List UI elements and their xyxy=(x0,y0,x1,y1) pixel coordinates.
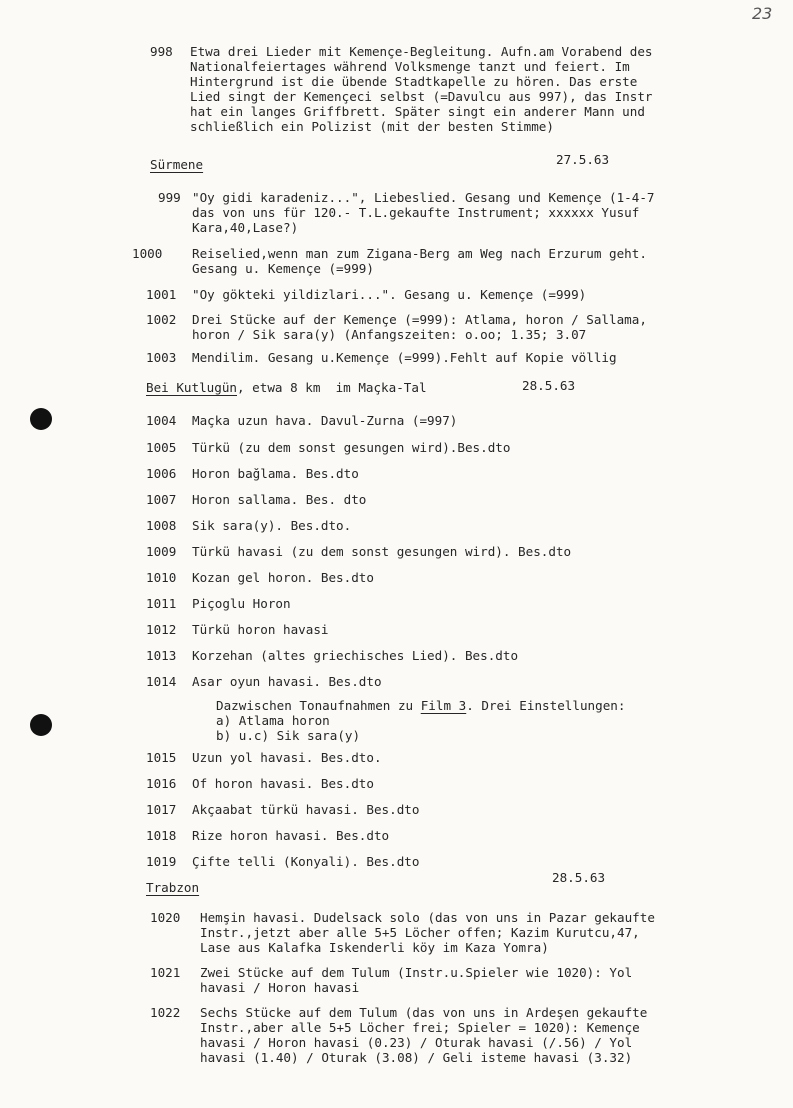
entry-text: Kozan gel horon. Bes.dto xyxy=(192,570,374,585)
film-reference: Film 3 xyxy=(420,698,467,713)
entry-text: Gesang u. Kemençe (=999) xyxy=(192,261,374,276)
entry-number: 1003 xyxy=(146,350,177,365)
entry-text: "Oy gökteki yildizlari...". Gesang u. Kemençe (=999) xyxy=(192,287,587,302)
entry-number: 1008 xyxy=(146,518,177,533)
entry-text: Lase aus Kalafka Iskenderli köy im Kaza Yomra) xyxy=(200,940,549,955)
section-date: 28.5.63 xyxy=(522,378,576,393)
page-number: 23 xyxy=(752,4,773,23)
entry-number: 1018 xyxy=(146,828,177,843)
section-heading xyxy=(146,380,427,395)
entry-number: 1011 xyxy=(146,596,177,611)
entry-text: Piçoglu Horon xyxy=(192,596,291,611)
entry-text: Mendilim. Gesang u.Kemençe (=999).Fehlt auf Kopie völlig xyxy=(192,350,617,365)
entry-text: Türkü horon havasi xyxy=(192,622,329,637)
entry-text: Of horon havasi. Bes.dto xyxy=(192,776,374,791)
entry-text: Korzehan (altes griechisches Lied). Bes.dto xyxy=(192,648,519,663)
entry-text: Instr.,aber alle 5+5 Löcher frei; Spieler = 1020): Kemençe xyxy=(200,1020,640,1035)
section-place: Trabzon xyxy=(146,880,200,895)
entry-text: Lied singt der Kemençeci selbst (=Davulcu aus 997), das Instr xyxy=(190,89,653,104)
entry-text: "Oy gidi karadeniz...", Liebeslied. Gesang und Kemençe (1-4-7 xyxy=(192,190,655,205)
film-note xyxy=(216,698,625,713)
entry-number: 1015 xyxy=(146,750,177,765)
entry-text: horon / Sik sara(y) (Anfangszeiten: o.oo; 1.35; 3.07 xyxy=(192,327,587,342)
entry-text: Zwei Stücke auf dem Tulum (Instr.u.Spieler wie 1020): Yol xyxy=(200,965,633,980)
entry-text: havasi / Horon havasi xyxy=(200,980,360,995)
entry-number: 999 xyxy=(158,190,181,205)
entry-number: 1012 xyxy=(146,622,177,637)
entry-number: 1007 xyxy=(146,492,177,507)
entry-text: Türkü havasi (zu dem sonst gesungen wird). Bes.dto xyxy=(192,544,572,559)
entry-text: Uzun yol havasi. Bes.dto. xyxy=(192,750,382,765)
entry-number: 1001 xyxy=(146,287,177,302)
entry-number: 1014 xyxy=(146,674,177,689)
entry-text: havasi (1.40) / Oturak (3.08) / Geli isteme havasi (3.32) xyxy=(200,1050,633,1065)
entry-text: Türkü (zu dem sonst gesungen wird).Bes.dto xyxy=(192,440,511,455)
entry-text: Reiselied,wenn man zum Zigana-Berg am Weg nach Erzurum geht. xyxy=(192,246,647,261)
entry-text: Hintergrund ist die übende Stadtkapelle zu hören. Das erste xyxy=(190,74,638,89)
entry-text: Asar oyun havasi. Bes.dto xyxy=(192,674,382,689)
film-note-item: a) Atlama horon xyxy=(216,713,330,728)
entry-number: 1020 xyxy=(150,910,181,925)
entry-text: Sechs Stücke auf dem Tulum (das von uns in Ardeşen gekaufte xyxy=(200,1005,648,1020)
entry-number: 1005 xyxy=(146,440,177,455)
entry-text: Akçaabat türkü havasi. Bes.dto xyxy=(192,802,420,817)
entry-number: 1009 xyxy=(146,544,177,559)
entry-text: schließlich ein Polizist (mit der besten Stimme) xyxy=(190,119,554,134)
entry-number: 998 xyxy=(150,44,173,59)
entry-text: Nationalfeiertages während Volksmenge tanzt und feiert. Im xyxy=(190,59,630,74)
film-note-item: b) u.c) Sik sara(y) xyxy=(216,728,361,743)
section-location: , etwa 8 km im Maçka-Tal xyxy=(237,380,427,395)
film-note-suffix: . Drei Einstellungen: xyxy=(466,698,626,713)
entry-text: Rize horon havasi. Bes.dto xyxy=(192,828,390,843)
entry-text: Çifte telli (Konyali). Bes.dto xyxy=(192,854,420,869)
entry-number: 1016 xyxy=(146,776,177,791)
entry-number: 1000 xyxy=(132,246,163,261)
entry-text: Maçka uzun hava. Davul-Zurna (=997) xyxy=(192,413,458,428)
entry-text: das von uns für 120.- T.L.gekaufte Instrument; xxxxxx Yusuf xyxy=(192,205,640,220)
film-note-prefix: Dazwischen Tonaufnahmen zu xyxy=(216,698,421,713)
entry-number: 1013 xyxy=(146,648,177,663)
entry-number: 1010 xyxy=(146,570,177,585)
entry-number: 1022 xyxy=(150,1005,181,1020)
entry-number: 1002 xyxy=(146,312,177,327)
entry-text: Etwa drei Lieder mit Kemençe-Begleitung. Aufn.am Vorabend des xyxy=(190,44,653,59)
section-place: Bei Kutlugün xyxy=(146,380,237,395)
punch-hole xyxy=(30,714,52,736)
entry-text: Horon bağlama. Bes.dto xyxy=(192,466,359,481)
punch-hole xyxy=(30,408,52,430)
entry-text: Horon sallama. Bes. dto xyxy=(192,492,367,507)
entry-number: 1019 xyxy=(146,854,177,869)
entry-text: havasi / Horon havasi (0.23) / Oturak havasi (/.56) / Yol xyxy=(200,1035,633,1050)
entry-number: 1004 xyxy=(146,413,177,428)
section-place: Sürmene xyxy=(150,157,204,172)
entry-number: 1017 xyxy=(146,802,177,817)
entry-text: Drei Stücke auf der Kemençe (=999): Atlama, horon / Sallama, xyxy=(192,312,647,327)
entry-text: Instr.,jetzt aber alle 5+5 Löcher offen; Kazim Kurutcu,47, xyxy=(200,925,640,940)
entry-text: Sik sara(y). Bes.dto. xyxy=(192,518,352,533)
section-date: 28.5.63 xyxy=(552,870,606,885)
entry-text: hat ein langes Griffbrett. Später singt ein anderer Mann und xyxy=(190,104,645,119)
entry-text: Hemşin havasi. Dudelsack solo (das von uns in Pazar gekaufte xyxy=(200,910,655,925)
section-date: 27.5.63 xyxy=(556,152,610,167)
entry-text: Kara,40,Lase?) xyxy=(192,220,299,235)
entry-number: 1006 xyxy=(146,466,177,481)
entry-number: 1021 xyxy=(150,965,181,980)
